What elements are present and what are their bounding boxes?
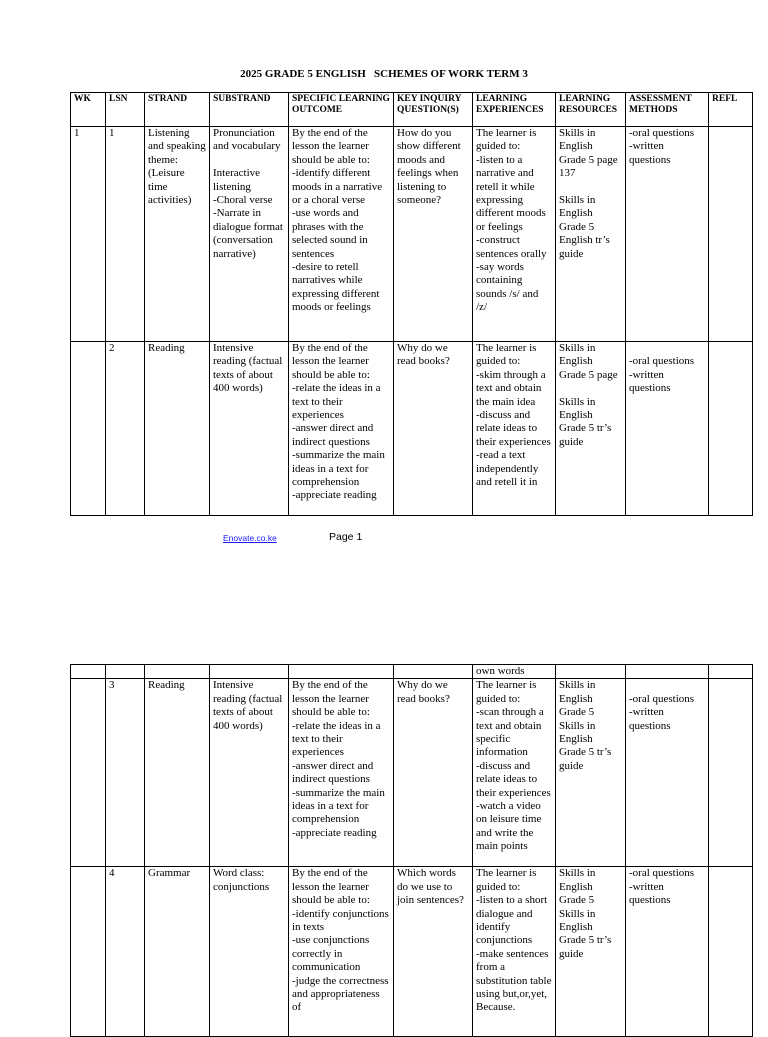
cell-outcome: By the end of the lesson the learner should be able to: -identify different moods in a narrative or a choral verse -use words and phrases with the selected sound in sentences -desire to retell narratives while expressing different moods or feelings xyxy=(289,127,394,342)
table-header-row xyxy=(71,93,753,127)
cell-lsn: 3 xyxy=(106,679,145,867)
cell-experiences: The learner is guided to: -skim through a text and obtain the main idea -discuss and relate ideas to their experiences -read a text independently and retell it in xyxy=(473,342,556,516)
cell-substrand: Word class: conjunctions xyxy=(210,867,289,1037)
cell-substrand: Intensive reading (factual texts of about 400 words) xyxy=(210,679,289,867)
cell-question: Why do we read books? xyxy=(394,679,473,867)
header-outcome: SPECIFIC LEARNING OUTCOME xyxy=(289,93,394,127)
cell-lsn: 4 xyxy=(106,867,145,1037)
cell-experiences: The learner is guided to: -listen to a short dialogue and identify conjunctions -make sentences from a substitution table using but,or,yet, Because. xyxy=(473,867,556,1037)
document-title: 2025 GRADE 5 ENGLISH SCHEMES OF WORK TERM 3 xyxy=(240,68,528,80)
cell-experiences-continued: own words xyxy=(473,665,556,679)
cell-wk xyxy=(71,679,106,867)
cell-assessment: -oral questions -written questions xyxy=(626,342,709,516)
header-lsn: LSN xyxy=(106,93,145,127)
cell-strand: Reading xyxy=(145,679,210,867)
header-substrand: SUBSTRAND xyxy=(210,93,289,127)
cell-strand: Grammar xyxy=(145,867,210,1037)
header-question: KEY INQUIRY QUESTION(S) xyxy=(394,93,473,127)
table-row xyxy=(71,342,753,516)
cell-wk: 1 xyxy=(71,127,106,342)
table-row xyxy=(71,867,753,1037)
cell-assessment: -oral questions -written questions xyxy=(626,867,709,1037)
footer-link[interactable]: Enovate.co.ke xyxy=(223,533,277,543)
cell-strand: Listening and speaking theme: (Leisure time activities) xyxy=(145,127,210,342)
header-refl: REFL xyxy=(709,93,753,127)
header-strand: STRAND xyxy=(145,93,210,127)
cell-refl xyxy=(709,679,753,867)
cell-substrand: Intensive reading (factual texts of about 400 words) xyxy=(210,342,289,516)
cell-outcome: By the end of the lesson the learner should be able to: -identify conjunctions in texts -use conjunctions correctly in communication -judge the correctness and appropriateness of xyxy=(289,867,394,1037)
cell-resources: Skills in English Grade 5 Skills in English Grade 5 tr’s guide xyxy=(556,679,626,867)
header-experiences: LEARNING EXPERIENCES xyxy=(473,93,556,127)
schemes-table-page-1 xyxy=(70,92,753,516)
table-row xyxy=(71,127,753,342)
cell-outcome: By the end of the lesson the learner should be able to: -relate the ideas in a text to their experiences -answer direct and indirect questions -summarize the main ideas in a text for comprehension -appreciate reading xyxy=(289,679,394,867)
cell-resources: Skills in English Grade 5 Skills in English Grade 5 tr’s guide xyxy=(556,867,626,1037)
cell-question: Why do we read books? xyxy=(394,342,473,516)
schemes-table-page-2 xyxy=(70,664,753,1037)
cell-question: How do you show different moods and feelings when listening to someone? xyxy=(394,127,473,342)
cell-refl xyxy=(709,867,753,1037)
cell-substrand: Pronunciation and vocabulary Interactive listening -Choral verse -Narrate in dialogue format (conversation narrative) xyxy=(210,127,289,342)
cell-lsn: 2 xyxy=(106,342,145,516)
cell-outcome: By the end of the lesson the learner should be able to: -relate the ideas in a text to their experiences -answer direct and indirect questions -summarize the main ideas in a text for comprehension -appreciate reading xyxy=(289,342,394,516)
cell-strand: Reading xyxy=(145,342,210,516)
cell-wk xyxy=(71,342,106,516)
cell-wk xyxy=(71,867,106,1037)
continuation-row xyxy=(71,665,753,679)
cell-refl xyxy=(709,342,753,516)
header-wk: WK xyxy=(71,93,106,127)
cell-refl xyxy=(709,127,753,342)
table-row xyxy=(71,679,753,867)
cell-lsn: 1 xyxy=(106,127,145,342)
page-number: Page 1 xyxy=(329,531,363,543)
cell-question: Which words do we use to join sentences? xyxy=(394,867,473,1037)
header-assessment: ASSESSMENT METHODS xyxy=(626,93,709,127)
cell-resources: Skills in English Grade 5 page 137 Skills in English Grade 5 English tr’s guide xyxy=(556,127,626,342)
cell-experiences: The learner is guided to: -listen to a narrative and retell it while expressing different moods or feelings -construct sentences orally -say words containing sounds /s/ and /z/ xyxy=(473,127,556,342)
cell-assessment: -oral questions -written questions xyxy=(626,679,709,867)
header-resources: LEARNING RESOURCES xyxy=(556,93,626,127)
cell-assessment: -oral questions -written questions xyxy=(626,127,709,342)
cell-resources: Skills in English Grade 5 page Skills in English Grade 5 tr’s guide xyxy=(556,342,626,516)
cell-experiences: The learner is guided to: -scan through a text and obtain specific information -discuss and relate ideas to their experiences -watch a video on leisure time and write the main points xyxy=(473,679,556,867)
